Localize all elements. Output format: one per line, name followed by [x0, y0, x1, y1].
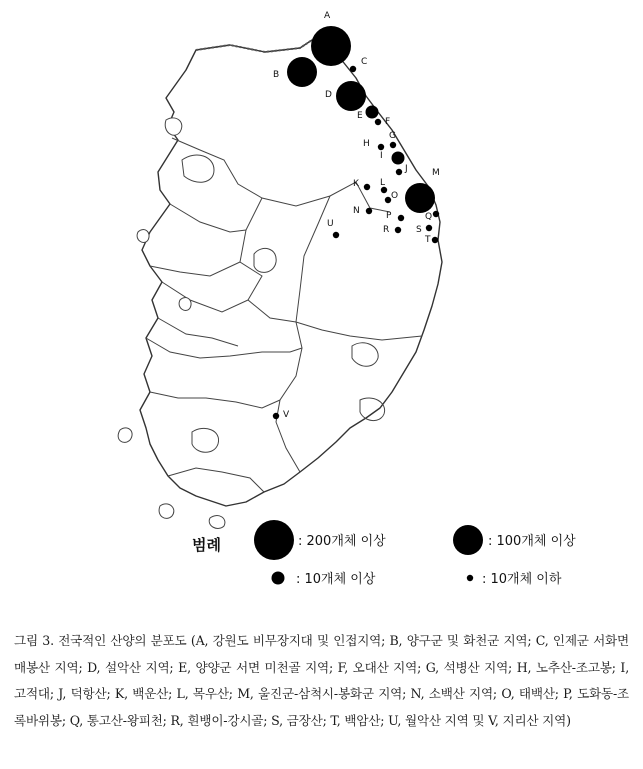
site-label-j: J — [405, 164, 408, 174]
site-label-f: F — [385, 117, 391, 127]
site-label-v: V — [283, 410, 290, 420]
site-label-i: I — [380, 151, 383, 161]
site-label-k: K — [353, 179, 359, 189]
site-marker-f — [375, 119, 381, 125]
site-marker-s — [426, 225, 432, 231]
site-marker-v — [273, 413, 279, 419]
site-label-t: T — [425, 235, 431, 245]
site-marker-u — [333, 232, 339, 238]
legend-label-medium: : 100개체 이상 — [488, 534, 576, 549]
legend-label-large: : 200개체 이상 — [298, 534, 386, 549]
site-marker-i — [392, 152, 405, 165]
site-marker-h — [378, 144, 384, 150]
legend-symbol-small — [272, 572, 285, 585]
site-label-e: E — [357, 111, 363, 121]
site-label-q: Q — [425, 212, 433, 222]
site-marker-a — [311, 26, 351, 66]
site-marker-q — [433, 211, 439, 217]
site-label-u: U — [327, 219, 334, 229]
site-label-c: C — [361, 57, 368, 67]
site-label-r: R — [383, 225, 390, 235]
site-marker-b — [287, 57, 317, 87]
site-label-o: O — [391, 191, 399, 201]
legend-symbol-large — [254, 520, 294, 560]
legend-title: 범례 — [192, 536, 221, 554]
site-marker-t — [432, 237, 438, 243]
site-label-d: D — [325, 90, 332, 100]
legend-symbol-tiny — [467, 575, 473, 581]
site-label-n: N — [353, 206, 360, 216]
site-marker-d — [336, 81, 366, 111]
legend — [192, 520, 576, 587]
site-marker-p — [398, 215, 404, 221]
legend-label-tiny: : 10개체 이하 — [482, 572, 562, 587]
site-label-m: M — [432, 168, 440, 178]
site-marker-j — [396, 169, 402, 175]
site-label-p: P — [386, 211, 392, 221]
site-marker-k — [364, 184, 370, 190]
site-marker-c — [350, 66, 356, 72]
legend-label-small: : 10개체 이상 — [296, 572, 376, 587]
site-label-h: H — [363, 139, 370, 149]
site-marker-g — [390, 142, 396, 148]
site-label-b: B — [273, 70, 280, 80]
site-label-a: A — [324, 11, 331, 21]
site-label-s: S — [416, 225, 422, 235]
figure-caption: 그림 3. 전국적인 산양의 분포도 (A, 강원도 비무장지대 및 인접지역; B, 양구군 및 화천군 지역; C, 인제군 서화면 매봉산 지역; D, 설악산 지역; E, 양양군 서면 미천골 지역; F, 오대산 지역; G, 석병산 지역; H, 노추산-조고봉; I, 고적대; J, 덕항산; K, 백운산; L, 목우산; M, 울진군-삼척시-봉화군 지역; N, 소백산 지역; O, 태백산; P, 도화동-조록바위봉; Q, 통고산-왕피천; R, 흰뱅이-강시골; S, 금장산; T, 백암산; U, 월악산 지역 및 V, 지리산 지역) — [14, 633, 629, 728]
site-label-l: L — [380, 178, 386, 188]
legend-symbol-medium — [453, 525, 483, 555]
site-label-g: G — [389, 131, 396, 141]
site-marker-e — [366, 106, 379, 119]
site-marker-n — [366, 208, 372, 214]
site-marker-m — [405, 183, 435, 213]
site-marker-r — [395, 227, 401, 233]
